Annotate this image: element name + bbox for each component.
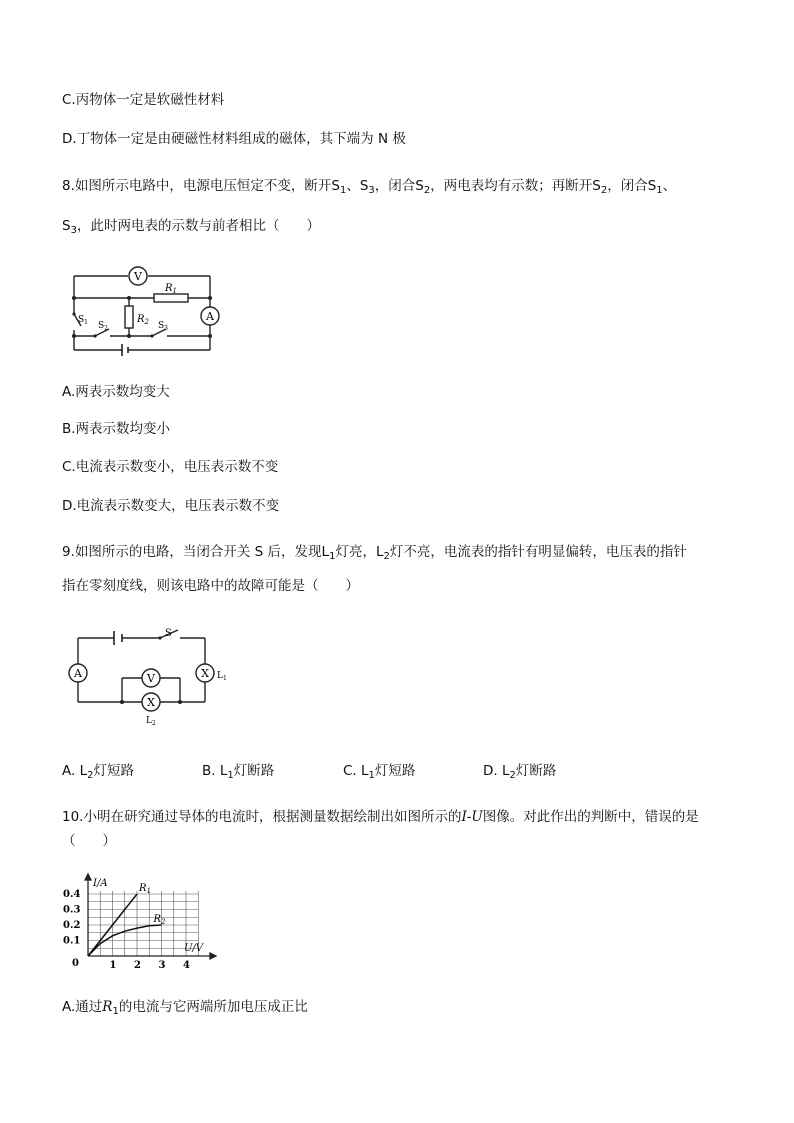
y-tick-label: 0.3 xyxy=(63,904,81,916)
l2-label: $L_2$ xyxy=(146,716,156,726)
x-axis-label: U/V xyxy=(184,943,204,954)
y-tick-label: 0.4 xyxy=(63,889,81,900)
voltmeter-symbol xyxy=(129,267,147,285)
x-tick-label: 4 xyxy=(183,960,190,970)
r2-label: $R_2$ xyxy=(137,314,149,326)
q7-option-c: C.丙物体一定是软磁性材料 xyxy=(62,92,225,108)
q9-option-c: C. $L_1$灯短路 xyxy=(343,763,416,781)
svg-text:V: V xyxy=(147,672,155,685)
y-tick-label: 0.2 xyxy=(63,920,81,931)
q8-option-b: B.两表示数均变小 xyxy=(62,421,171,437)
x-tick-label: 1 xyxy=(109,960,117,970)
q8-option-d: D.电流表示数变大，电压表示数不变 xyxy=(62,498,280,514)
x-tick-label: 2 xyxy=(134,960,141,970)
q8-stem-line-2: $S_3$，此时两电表的示数与前者相比（ ） xyxy=(62,218,320,236)
q9-option-d: D. $L_2$灯断路 xyxy=(483,763,557,781)
q8-option-a: A.两表示数均变大 xyxy=(62,384,170,400)
q10-stem-line-2: （ ） xyxy=(62,833,116,849)
q9-option-b: B. $L_1$灯断路 xyxy=(202,763,275,781)
q10-stem-line-1: 10.小明在研究通过导体的电流时，根据测量数据绘制出如图所示的I-U图像。对此作出的判断中，错误的是 xyxy=(62,809,699,825)
q9-circuit-diagram xyxy=(62,626,242,726)
q7-option-d: D.丁物体一定是由硬磁性材料组成的磁体，其下端为 N 极 xyxy=(62,131,406,147)
q9-stem-line-1: 9.如图所示的电路，当闭合开关 S 后，发现$L_1$灯亮，$L_2$灯不亮，电流表的指针有明显偏转，电压表的指针 xyxy=(62,544,687,562)
q8-circuit-diagram xyxy=(62,262,226,358)
s3-label: $S_3$ xyxy=(158,321,168,332)
q8-stem-line-1: 8.如图所示电路中，电源电压恒定不变，断开$S_1$、$S_3$，闭合$S_2$，两电表均有示数；再断开$S_2$，闭合$S_1$、 xyxy=(62,178,677,196)
series-label-r2: $R_2$ xyxy=(153,914,166,926)
voltmeter-symbol xyxy=(142,669,160,687)
x-tick-label: 3 xyxy=(158,960,166,970)
lamp-l2-symbol xyxy=(142,693,160,711)
svg-text:X: X xyxy=(147,696,155,709)
y-axis-label: I/A xyxy=(93,878,108,889)
ammeter-symbol xyxy=(201,307,219,325)
r1-label: $R_1$ xyxy=(165,283,177,295)
q9-stem-line-2: 指在零刻度线，则该电路中的故障可能是（ ） xyxy=(62,578,359,594)
svg-text:A: A xyxy=(206,310,214,323)
ammeter-symbol xyxy=(69,664,87,682)
y-axis-arrow xyxy=(85,874,91,880)
q9-option-a: A. $L_2$灯短路 xyxy=(62,763,134,781)
s2-label: $S_2$ xyxy=(98,321,108,332)
svg-text:A: A xyxy=(74,667,82,680)
q10-option-a: A.通过$R_1$的电流与它两端所加电压成正比 xyxy=(62,999,308,1017)
lamp-l1-symbol xyxy=(196,664,214,682)
y-tick-label: 0.1 xyxy=(63,935,81,947)
iu-chart xyxy=(60,872,220,970)
switch-s-label: S xyxy=(165,628,172,639)
series-label-r1: $R_1$ xyxy=(139,883,151,895)
l1-label: $L_1$ xyxy=(217,671,227,682)
svg-text:V: V xyxy=(134,270,142,283)
origin-label: 0 xyxy=(72,958,79,969)
q8-option-c: C.电流表示数变小，电压表示数不变 xyxy=(62,459,279,475)
x-axis-arrow xyxy=(210,953,216,959)
svg-text:X: X xyxy=(201,667,209,680)
s1-label: $S_1$ xyxy=(78,315,88,326)
